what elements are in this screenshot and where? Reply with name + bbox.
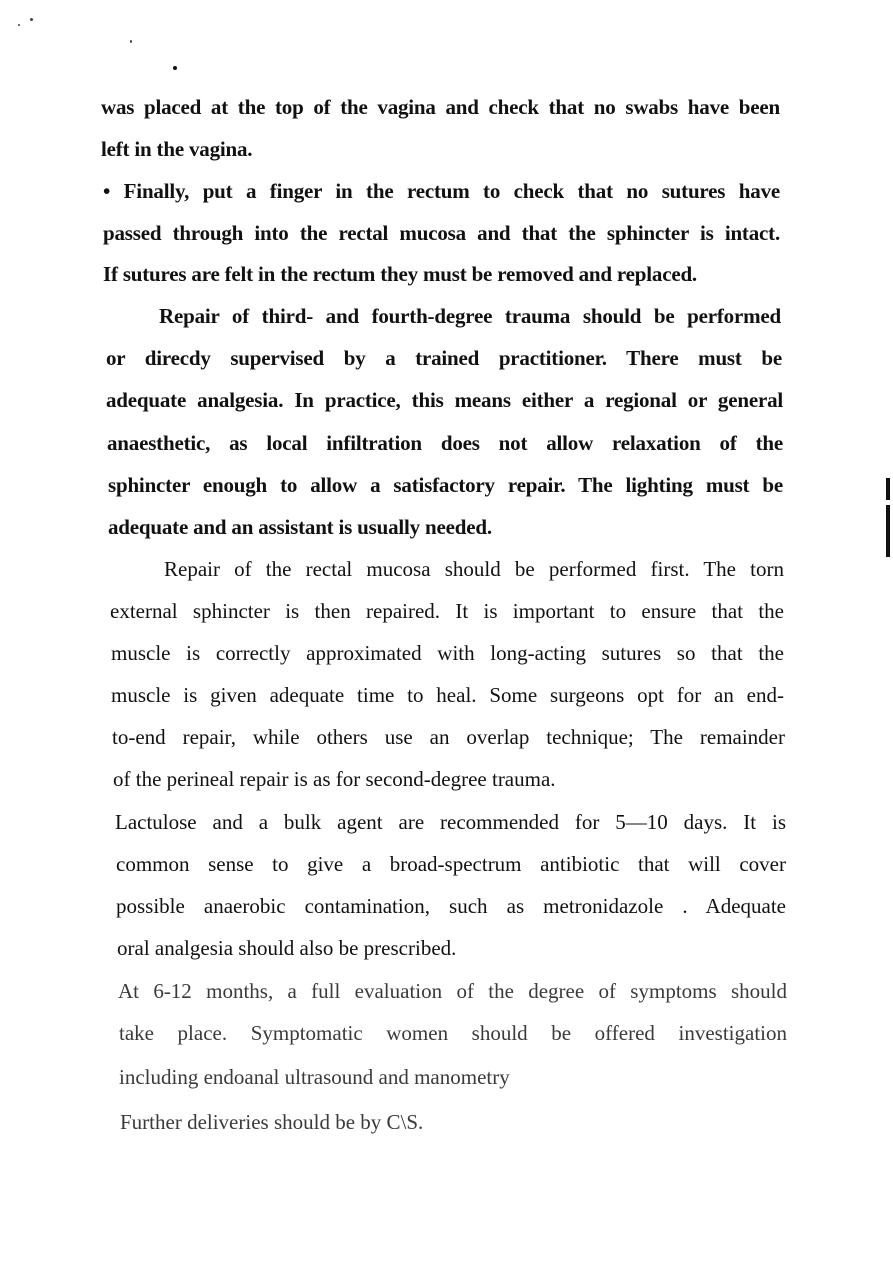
text-line: adequate analgesia. In practice, this means either a regional or general (106, 388, 783, 412)
text-line: left in the vagina. (101, 137, 253, 161)
text-line: oral analgesia should also be prescribed. (117, 936, 457, 960)
text-line: common sense to give a broad-spectrum antibiotic that will cover (116, 852, 786, 876)
text-line: muscle is given adequate time to heal. Some surgeons opt for an end- (111, 683, 784, 707)
scan-edge-mark (886, 478, 890, 500)
text-line: Repair of third- and fourth-degree trauma should be performed (159, 304, 781, 328)
text-line: passed through into the rectal mucosa and that the sphincter is intact. (103, 221, 780, 245)
scan-edge-mark (886, 505, 890, 557)
scan-speck (30, 18, 33, 21)
scan-speck (130, 40, 132, 43)
scan-speck (18, 24, 20, 26)
text-line: anaesthetic, as local infiltration does not allow relaxation of the (107, 431, 783, 455)
text-line: including endoanal ultrasound and manometry (119, 1065, 510, 1089)
text-line: • Finally, put a finger in the rectum to check that no sutures have (103, 179, 780, 203)
text-line: muscle is correctly approximated with long-acting sutures so that the (111, 641, 784, 665)
text-line: Further deliveries should be by C\S. (120, 1110, 424, 1134)
text-line: was placed at the top of the vagina and check that no swabs have been (101, 95, 780, 119)
text-line: sphincter enough to allow a satisfactory repair. The lighting must be (108, 473, 783, 497)
text-line: possible anaerobic contamination, such as metronidazole . Adequate (116, 894, 786, 918)
text-line: external sphincter is then repaired. It is important to ensure that the (110, 599, 784, 623)
text-line: take place. Symptomatic women should be offered investigation (119, 1021, 787, 1045)
text-line: If sutures are felt in the rectum they must be removed and replaced. (103, 262, 697, 286)
text-line: Repair of the rectal mucosa should be performed first. The torn (164, 557, 784, 581)
text-line: At 6-12 months, a full evaluation of the degree of symptoms should (118, 979, 787, 1003)
text-line: Lactulose and a bulk agent are recommended for 5—10 days. It is (115, 810, 786, 834)
text-line: or direcdy supervised by a trained practitioner. There must be (106, 346, 782, 370)
text-line: adequate and an assistant is usually needed. (108, 515, 492, 539)
text-line: of the perineal repair is as for second-degree trauma. (113, 767, 556, 791)
scan-speck (173, 66, 177, 70)
text-line: to-end repair, while others use an overlap technique; The remainder (112, 725, 785, 749)
